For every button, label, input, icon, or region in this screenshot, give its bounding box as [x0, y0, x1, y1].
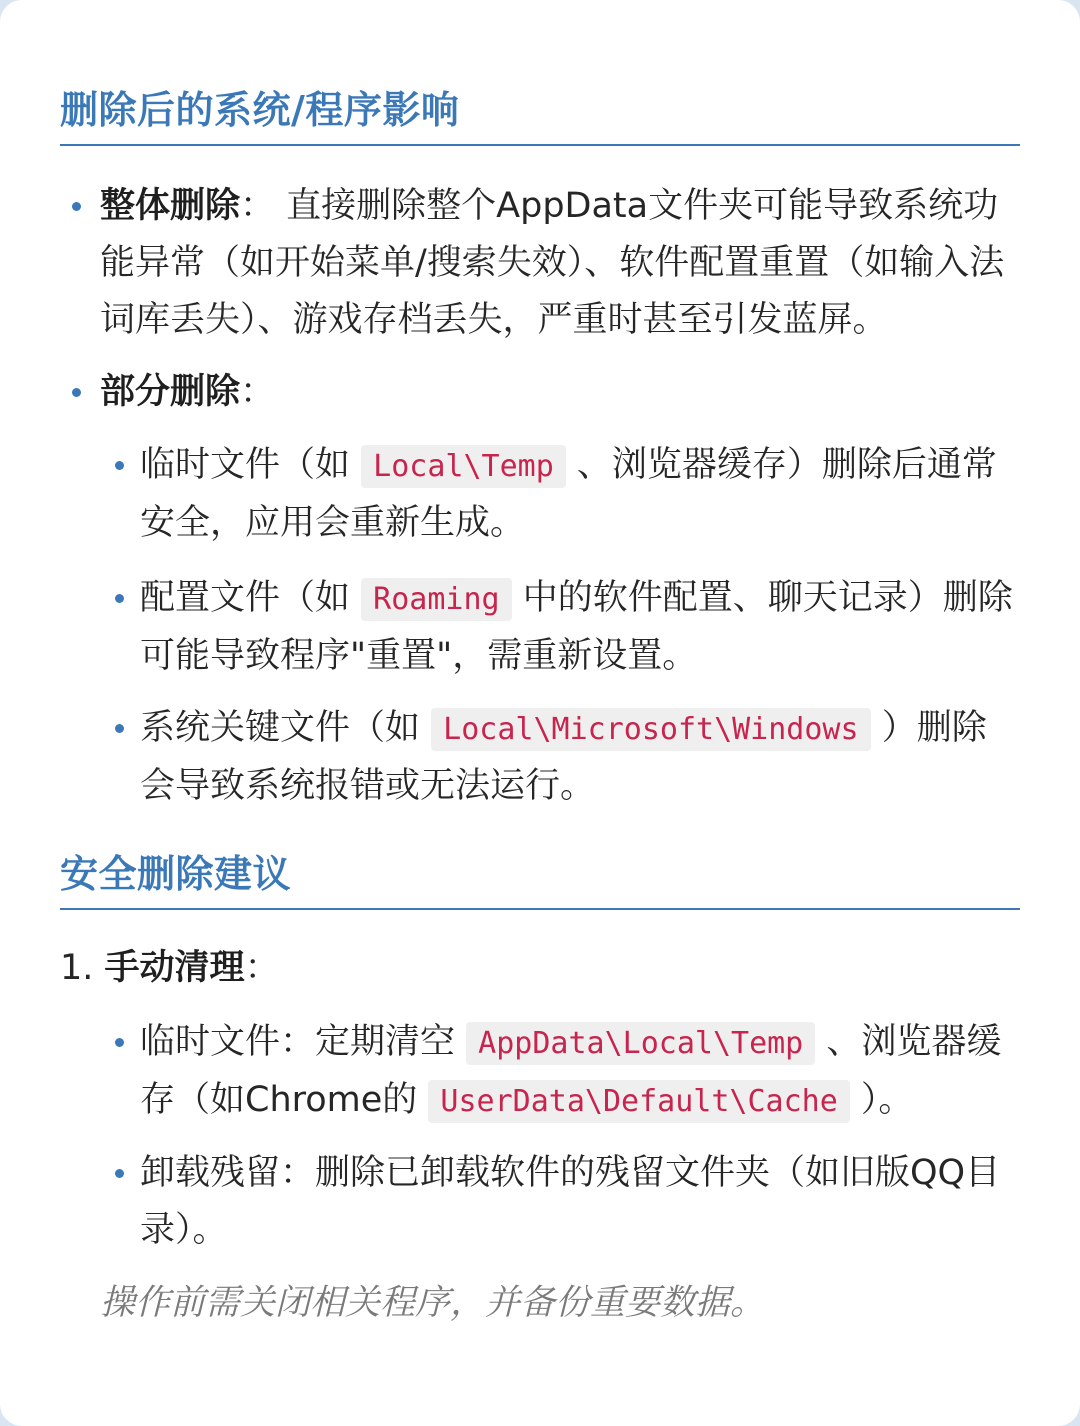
sub-item-text: ）。 — [849, 1080, 914, 1120]
sub-item-system-files — [140, 700, 1020, 815]
note-text: 操作前需关闭相关程序，并备份重要数据。 — [100, 1283, 766, 1323]
code-path: Local\Temp — [361, 445, 566, 488]
bullet-sep: ： — [240, 372, 276, 412]
bullet-text: 直接删除整个AppData文件夹可能导致系统功能异常（如开始菜单/搜索失效）、软件配置重置（如输入法词库丢失）、游戏存档丢失，严重时甚至引发蓝屏。 — [100, 186, 1005, 340]
sub-item-text: 卸载残留：删除已卸载软件的残留文件夹（如旧版QQ目录）。 — [140, 1153, 1001, 1250]
sub-item-temp-files — [140, 437, 1020, 552]
numbered-label: 手动清理 — [104, 948, 245, 988]
sub-item-text: 临时文件（如 — [140, 445, 362, 485]
code-path: UserData\Default\Cache — [428, 1080, 849, 1123]
section-heading-safe-delete: 安全删除建议 — [60, 850, 1020, 910]
code-path: Roaming — [361, 578, 511, 621]
numbered-item-manual-clean — [60, 940, 1020, 997]
code-path: Local\Microsoft\Windows — [431, 708, 870, 751]
sub-item-text: 系统关键文件（如 — [140, 708, 432, 748]
numbered-sep: ： — [244, 948, 280, 988]
sub-item-text: 配置文件（如 — [140, 578, 362, 618]
bullet-whole-delete — [100, 178, 1020, 349]
bullet-label: 整体删除 — [100, 186, 241, 226]
list-number: 1. — [60, 948, 94, 988]
sub-item-config-files — [140, 570, 1020, 685]
bullet-partial-delete — [100, 364, 1020, 421]
bullet-sep: ： — [240, 186, 287, 226]
section-heading-impact: 删除后的系统/程序影响 — [60, 86, 1020, 146]
sub-item-text: 、浏览器缓存）删除后通常安全，应用会重新生成。 — [140, 445, 997, 543]
bullet-label: 部分删除 — [100, 372, 241, 412]
code-path: AppData\Local\Temp — [466, 1022, 815, 1065]
sub-item-text: 、浏览器缓存（如Chrome的 — [140, 1022, 1002, 1120]
sub-item-text: 中的软件配置、聊天记录）删除可能导致程序"重置"，需重新设置。 — [140, 578, 1013, 676]
sub-item-uninstall-residue — [140, 1145, 1020, 1259]
sub-item-text: 临时文件：定期清空 — [140, 1022, 467, 1062]
sub-item-temp-clean — [140, 1014, 1020, 1130]
sub-item-text: ）删除会导致系统报错或无法运行。 — [140, 708, 987, 806]
